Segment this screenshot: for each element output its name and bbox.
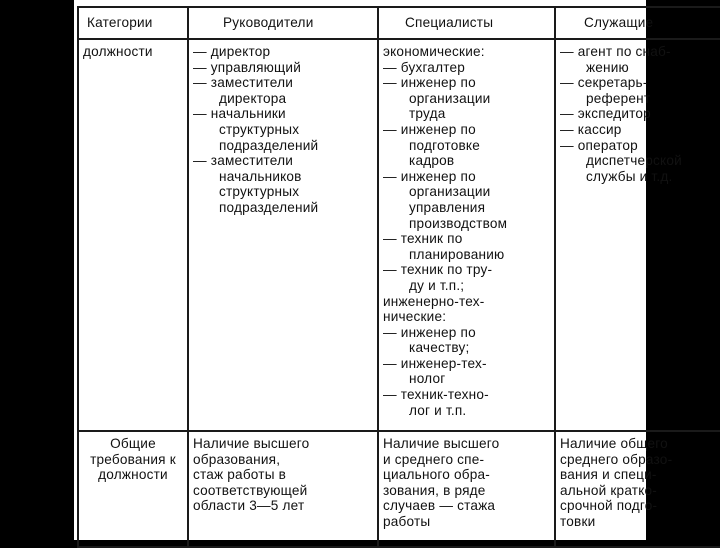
header-row <box>78 7 720 39</box>
requirements-label-cell <box>78 431 188 547</box>
clerks-positions-cell <box>555 39 720 431</box>
cell-line: экономические: <box>383 44 485 59</box>
cell-line: вания и специ- <box>560 467 657 483</box>
cell-line: кадров <box>409 153 455 169</box>
cell-line: альной кратко- <box>560 482 657 498</box>
cell-line: нические: <box>383 309 447 325</box>
cell-line: срочной подго- <box>560 498 658 514</box>
cell-line: зования, в ряде <box>383 482 486 498</box>
cell-line: — заместители <box>193 153 293 169</box>
cell-line: — кассир <box>560 121 622 137</box>
cell-line: среднего образо- <box>560 451 673 467</box>
cell-line: организации <box>409 184 491 200</box>
specialists-requirements-cell <box>378 431 555 547</box>
cell-line: циального обра- <box>383 467 491 483</box>
cell-line: подразделений <box>219 137 319 153</box>
cell-line: службы и т.д. <box>586 168 673 184</box>
requirements-row <box>78 431 720 547</box>
cell-line: лог и т.п. <box>409 402 467 418</box>
cell-line: начальников <box>219 168 302 184</box>
cell-line: организации <box>409 90 491 106</box>
cell-line: подготовке <box>409 137 480 153</box>
cell-line: соответствующей <box>193 482 308 498</box>
specialists-positions-cell <box>378 39 555 431</box>
cell-line: диспетчерской <box>586 153 682 169</box>
cell-line: — инженер по <box>383 121 476 137</box>
positions-row <box>78 39 720 431</box>
cell-line: труда <box>409 106 446 122</box>
cell-line: Наличие высшего <box>193 436 310 451</box>
cell-line: должности <box>83 44 153 59</box>
cell-line: — управляющий <box>193 59 302 75</box>
cell-line: подразделений <box>219 199 319 215</box>
cell-line: — бухгалтер <box>383 59 465 75</box>
cell-line: планированию <box>409 246 505 262</box>
cell-line: — инженер-тех- <box>383 355 487 371</box>
cell-line: — директор <box>193 44 271 59</box>
cell-line: жению <box>586 59 629 75</box>
document-page <box>74 0 682 540</box>
cell-line: — техник по <box>383 231 463 247</box>
cell-line: инженерно-тех- <box>383 293 485 309</box>
cell-line: — инженер по <box>383 75 476 91</box>
header-clerks: Служащие <box>555 7 720 39</box>
cell-line: структурных <box>219 121 300 137</box>
cell-line: — инженер по <box>383 168 476 184</box>
cell-line: работы <box>383 513 431 529</box>
cell-line: Наличие общего <box>560 436 668 451</box>
header-managers: Руководители <box>188 7 378 39</box>
cell-line: ду и т.п.; <box>409 277 465 293</box>
header-specialists: Специалисты <box>378 7 555 39</box>
cell-line: Общие <box>110 436 156 451</box>
cell-line: и среднего спе- <box>383 451 485 467</box>
cell-line: — экспедитор <box>560 106 651 122</box>
cell-line: качеству; <box>409 340 470 356</box>
cell-line: — заместители <box>193 75 293 91</box>
cell-line: директора <box>219 90 287 106</box>
cell-line: — начальники <box>193 106 286 122</box>
cell-line: — техник по тру- <box>383 262 493 278</box>
job-categories-table <box>77 6 720 548</box>
cell-line: — агент по снаб- <box>560 44 671 59</box>
cell-line: — оператор <box>560 137 638 153</box>
cell-line: стаж работы в <box>193 467 287 483</box>
cell-line: нолог <box>409 371 446 387</box>
cell-line: образования, <box>193 451 281 467</box>
cell-line: — техник-техно- <box>383 387 489 403</box>
cell-line: — секретарь- <box>560 75 648 91</box>
positions-label-cell <box>78 39 188 431</box>
cell-line: должности <box>98 467 168 483</box>
managers-requirements-cell <box>188 431 378 547</box>
cell-line: — инженер по <box>383 324 476 340</box>
cell-line: референт <box>586 90 651 106</box>
managers-positions-cell <box>188 39 378 431</box>
cell-line: Наличие высшего <box>383 436 500 451</box>
cell-line: товки <box>560 513 596 529</box>
cell-line: производством <box>409 215 508 231</box>
cell-line: случаев — стажа <box>383 498 496 514</box>
header-categories: Категории <box>78 7 188 39</box>
cell-line: управления <box>409 199 486 215</box>
cell-line: области 3—5 лет <box>193 498 305 514</box>
cell-line: структурных <box>219 184 300 200</box>
cell-line: требования к <box>90 451 176 467</box>
clerks-requirements-cell <box>555 431 720 547</box>
